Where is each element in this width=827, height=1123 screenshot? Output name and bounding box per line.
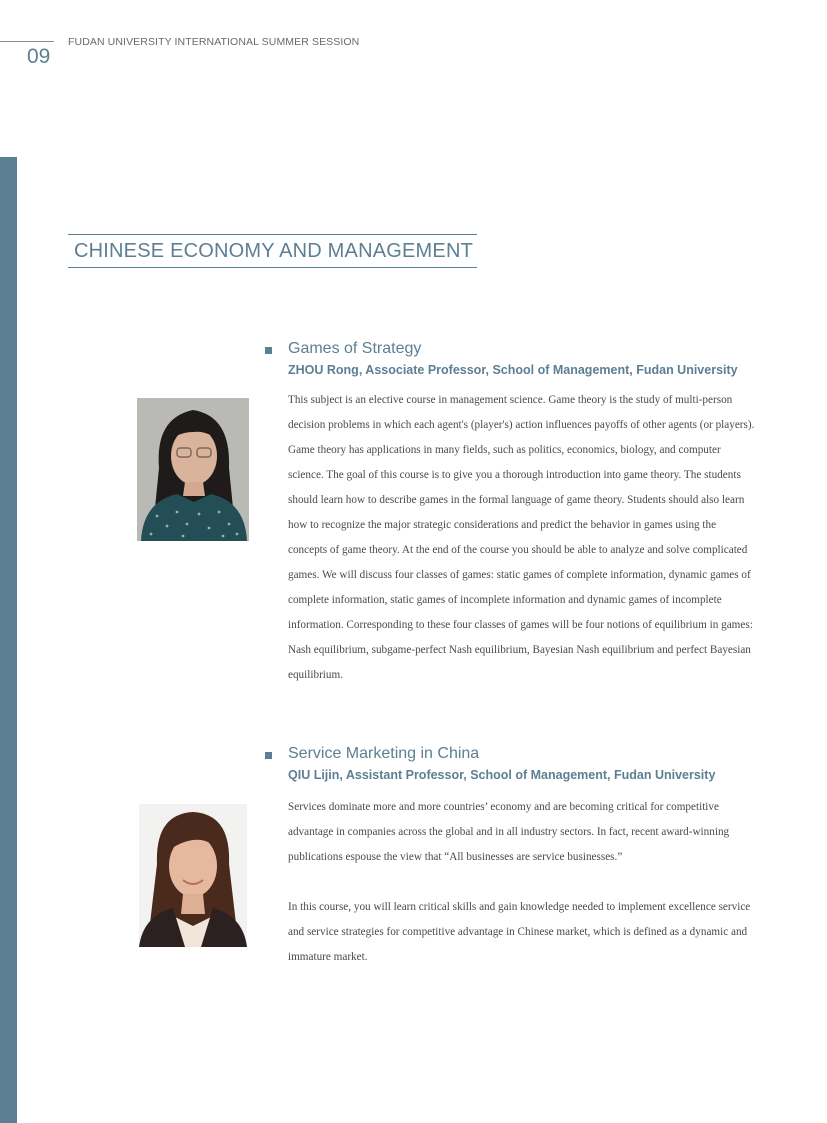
course-games-of-strategy bbox=[265, 340, 765, 720]
course-instructor: ZHOU Rong, Associate Professor, School of Management, Fudan University bbox=[288, 363, 738, 377]
running-header: FUDAN UNIVERSITY INTERNATIONAL SUMMER SESSION bbox=[68, 36, 360, 48]
course-service-marketing bbox=[265, 745, 765, 1005]
header-rule bbox=[0, 41, 54, 42]
bullet-square-icon bbox=[265, 347, 272, 354]
course-paragraph: This subject is an elective course in management science. Game theory is the study of multi-person decision problems in which each agent's (player's) action influences payoffs of other agents (or players). Game theory has applications in many fields, such as politics, economics, biology, and computer science. The goal of this course is to give you a thorough introduction into game theory. The students should learn how to describe games in the formal language of game theory. Students should also learn how to recognize the major strategic considerations and predict the behavior in games using the concepts of game theory. At the end of the course you should be able to analyze and solve complicated games. We will discuss four classes of games: static games of complete information, dynamic games of complete information, static games of incomplete information and dynamic games of incomplete information. Corresponding to these four classes of games will be four notions of equilibrium in games: Nash equilibrium, subgame-perfect Nash equilibrium, Bayesian Nash equilibrium and perfect Bayesian equilibrium. bbox=[288, 394, 755, 681]
course-description bbox=[288, 388, 758, 688]
course-title: Service Marketing in China bbox=[288, 745, 480, 762]
course-paragraph: In this course, you will learn critical skills and gain knowledge needed to implement excellence service and service strategies for competitive advantage in Chinese market, which is defined as a dynamic and immature market. bbox=[288, 901, 751, 963]
photo-neck bbox=[181, 894, 205, 914]
course-description bbox=[288, 795, 758, 970]
instructor-photo-zhou bbox=[137, 398, 249, 541]
side-accent-bar bbox=[0, 157, 17, 1123]
page-number: 09 bbox=[27, 45, 51, 68]
course-title: Games of Strategy bbox=[288, 340, 422, 357]
course-paragraph: Services dominate more and more countries’ economy and are becoming critical for competitive advantage in companies across the global and in all industry sectors. In fact, recent award-winning publications espouse the view that “All businesses are service businesses.” bbox=[288, 801, 730, 863]
bullet-square-icon bbox=[265, 752, 272, 759]
section-title-box bbox=[68, 234, 477, 268]
photo-neck bbox=[183, 482, 205, 496]
instructor-photo-qiu bbox=[139, 804, 247, 947]
course-instructor: QIU Lijin, Assistant Professor, School of Management, Fudan University bbox=[288, 768, 716, 782]
section-title: CHINESE ECONOMY AND MANAGEMENT bbox=[74, 240, 474, 262]
